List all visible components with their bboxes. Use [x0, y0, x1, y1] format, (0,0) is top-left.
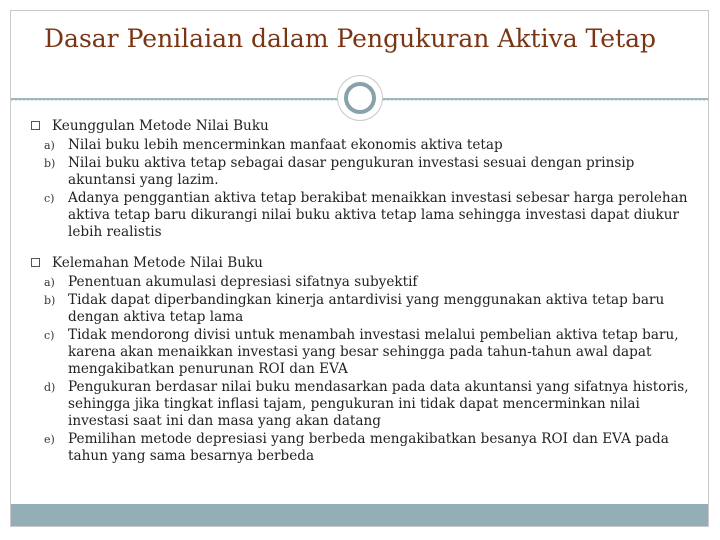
item-marker: e)	[44, 433, 55, 446]
item-list	[30, 137, 700, 241]
section-heading-row	[30, 118, 700, 135]
list-item	[30, 327, 700, 378]
circle-ornament-icon	[338, 76, 382, 120]
item-text: Nilai buku lebih mencerminkan manfaat ekonomis aktiva tetap	[68, 137, 503, 153]
section-heading: Keunggulan Metode Nilai Buku	[52, 118, 269, 134]
hollow-square-bullet-icon	[30, 255, 48, 272]
list-item	[30, 431, 700, 465]
slide-title: Dasar Penilaian dalam Pengukuran Aktiva Tetap	[44, 24, 657, 53]
section-heading-row	[30, 255, 700, 272]
item-marker: a)	[44, 139, 55, 152]
item-text: Tidak dapat diperbandingkan kinerja antardivisi yang menggunakan aktiva tetap baru dengan aktiva tetap lama	[68, 292, 665, 325]
item-text: Nilai buku aktiva tetap sebagai dasar pengukuran investasi sesuai dengan prinsip akuntansi yang lazim.	[68, 155, 635, 188]
item-text: Tidak mendorong divisi untuk menambah investasi melalui pembelian aktiva tetap baru, karena akan menaikkan investasi yang besar sehingga pada tahun-tahun awal dapat mengakibatkan penurunan ROI dan EVA	[68, 327, 679, 377]
item-marker: d)	[44, 381, 56, 394]
section-keunggulan	[30, 118, 700, 241]
section-heading: Kelemahan Metode Nilai Buku	[52, 255, 263, 271]
item-text: Pengukuran berdasar nilai buku mendasarkan pada data akuntansi yang sifatnya historis, sehingga jika tingkat inflasi tajam, pengukuran ini tidak dapat mencerminkan nilai investasi saat ini dan masa yang akan datang	[68, 379, 689, 429]
list-item	[30, 155, 700, 189]
item-marker: b)	[44, 157, 56, 170]
list-item	[30, 292, 700, 326]
item-list	[30, 274, 700, 465]
list-item	[30, 379, 700, 430]
item-text: Adanya penggantian aktiva tetap berakibat menaikkan investasi sebesar harga perolehan aktiva tetap baru dikurangi nilai buku aktiva tetap lama sehingga investasi dapat diukur lebih realistis	[68, 190, 688, 240]
hollow-square-bullet-icon	[30, 118, 48, 135]
item-marker: a)	[44, 276, 55, 289]
bottom-band	[11, 504, 708, 526]
list-item	[30, 190, 700, 241]
item-marker: b)	[44, 294, 56, 307]
item-marker: c)	[44, 192, 55, 205]
item-marker: c)	[44, 329, 55, 342]
slide-content	[30, 118, 700, 466]
list-item	[30, 137, 700, 154]
item-text: Pemilihan metode depresiasi yang berbeda mengakibatkan besanya ROI dan EVA pada tahun yang sama besarnya berbeda	[68, 431, 669, 464]
list-item	[30, 274, 700, 291]
section-kelemahan	[30, 255, 700, 465]
item-text: Penentuan akumulasi depresiasi sifatnya subyektif	[68, 274, 418, 290]
